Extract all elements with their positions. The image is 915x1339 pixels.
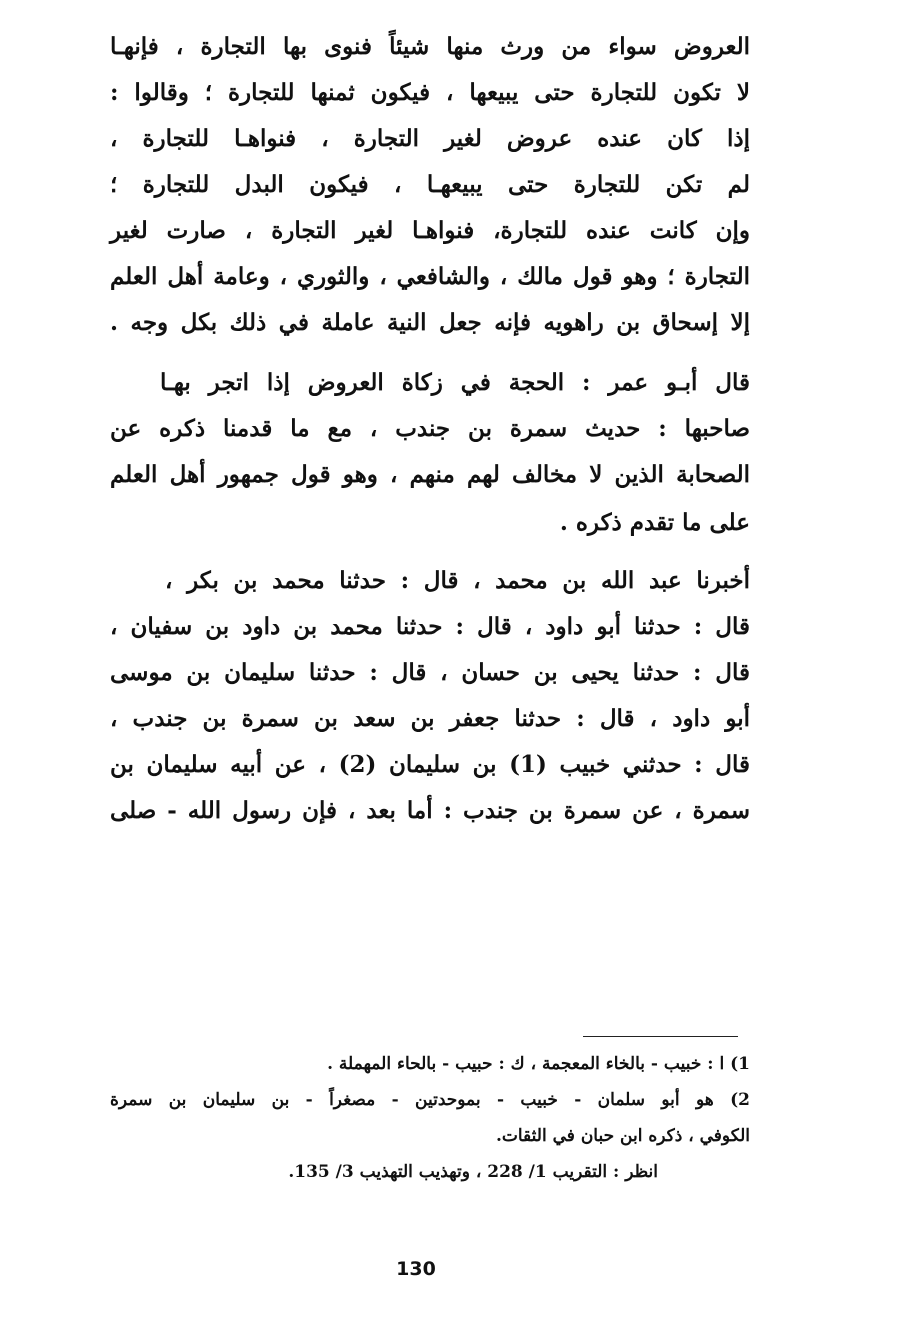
- footnote-2: 2) هو أبو سلمان - خبيب - بموحدتين - مصغراً - بن سليمان بن سمرة: [110, 1090, 750, 1110]
- page-number: 130: [396, 1258, 436, 1280]
- text-line: التجارة ؛ وهو قول مالك ، والشافعي ، والثوري ، وعامة أهل العلم: [110, 263, 750, 290]
- text-line: وإن كانت عنده للتجارة، فنواهـا لغير التجارة ، صارت لغير: [110, 217, 750, 244]
- footnote-separator: [583, 1036, 738, 1037]
- text-line: سمرة ، عن سمرة بن جندب : أما بعد ، فإن رسول الله - صلى: [110, 797, 750, 824]
- footnote-2-reference: انظر : التقريب 1/ 228 ، وتهذيب التهذيب 3/ 135.: [288, 1162, 658, 1182]
- text-line: أخبرنا عبد الله بن محمد ، قال : حدثنا محمد بن بكر ،: [165, 567, 750, 594]
- paragraph-1: [110, 32, 750, 336]
- text-line: العروض سواء من ورث منها شيئاً فنوى بها التجارة ، فإنهـا: [110, 33, 750, 60]
- text-line: لا تكون للتجارة حتى يبيعها ، فيكون ثمنها للتجارة ؛ وقالوا :: [110, 79, 750, 106]
- footnote-1: 1) ا : خبيب - بالخاء المعجمة ، ك : حبيب - بالحاء المهملة .: [327, 1054, 750, 1074]
- text-line: لم تكن للتجارة حتى يبيعهـا ، فيكون البدل للتجارة ؛: [110, 171, 750, 198]
- paragraph-3: [110, 566, 750, 836]
- text-line: إذا كان عنده عروض لغير التجارة ، فنواهـا للتجارة ،: [110, 125, 750, 152]
- text-line: إلا إسحاق بن راهويه فإنه جعل النية عاملة في ذلك بكل وجه .: [110, 309, 750, 336]
- footnote-2-continued: الكوفي ، ذكره ابن حبان في الثقات.: [495, 1126, 750, 1146]
- paragraph-2: [110, 368, 750, 538]
- text-line: قال أبـو عمر : الحجة في زكاة العروض إذا اتجر بهـا: [160, 369, 750, 396]
- text-line: قال : حدثنا يحيى بن حسان ، قال : حدثنا سليمان بن موسى: [110, 659, 750, 686]
- footnotes: [110, 1052, 750, 1202]
- text-line: قال : حدثنا أبو داود ، قال : حدثنا محمد بن داود بن سفيان ،: [110, 613, 750, 640]
- text-line: على ما تقدم ذكره .: [559, 509, 750, 536]
- text-line: صاحبها : حديث سمرة بن جندب ، مع ما قدمنا ذكره عن: [110, 415, 750, 442]
- text-line: قال : حدثني خبيب (1) بن سليمان (2) ، عن أبيه سليمان بن: [110, 751, 750, 778]
- text-line: أبو داود ، قال : حدثنا جعفر بن سعد بن سمرة بن جندب ،: [110, 705, 750, 732]
- text-line: الصحابة الذين لا مخالف لهم منهم ، وهو قول جمهور أهل العلم: [110, 461, 750, 488]
